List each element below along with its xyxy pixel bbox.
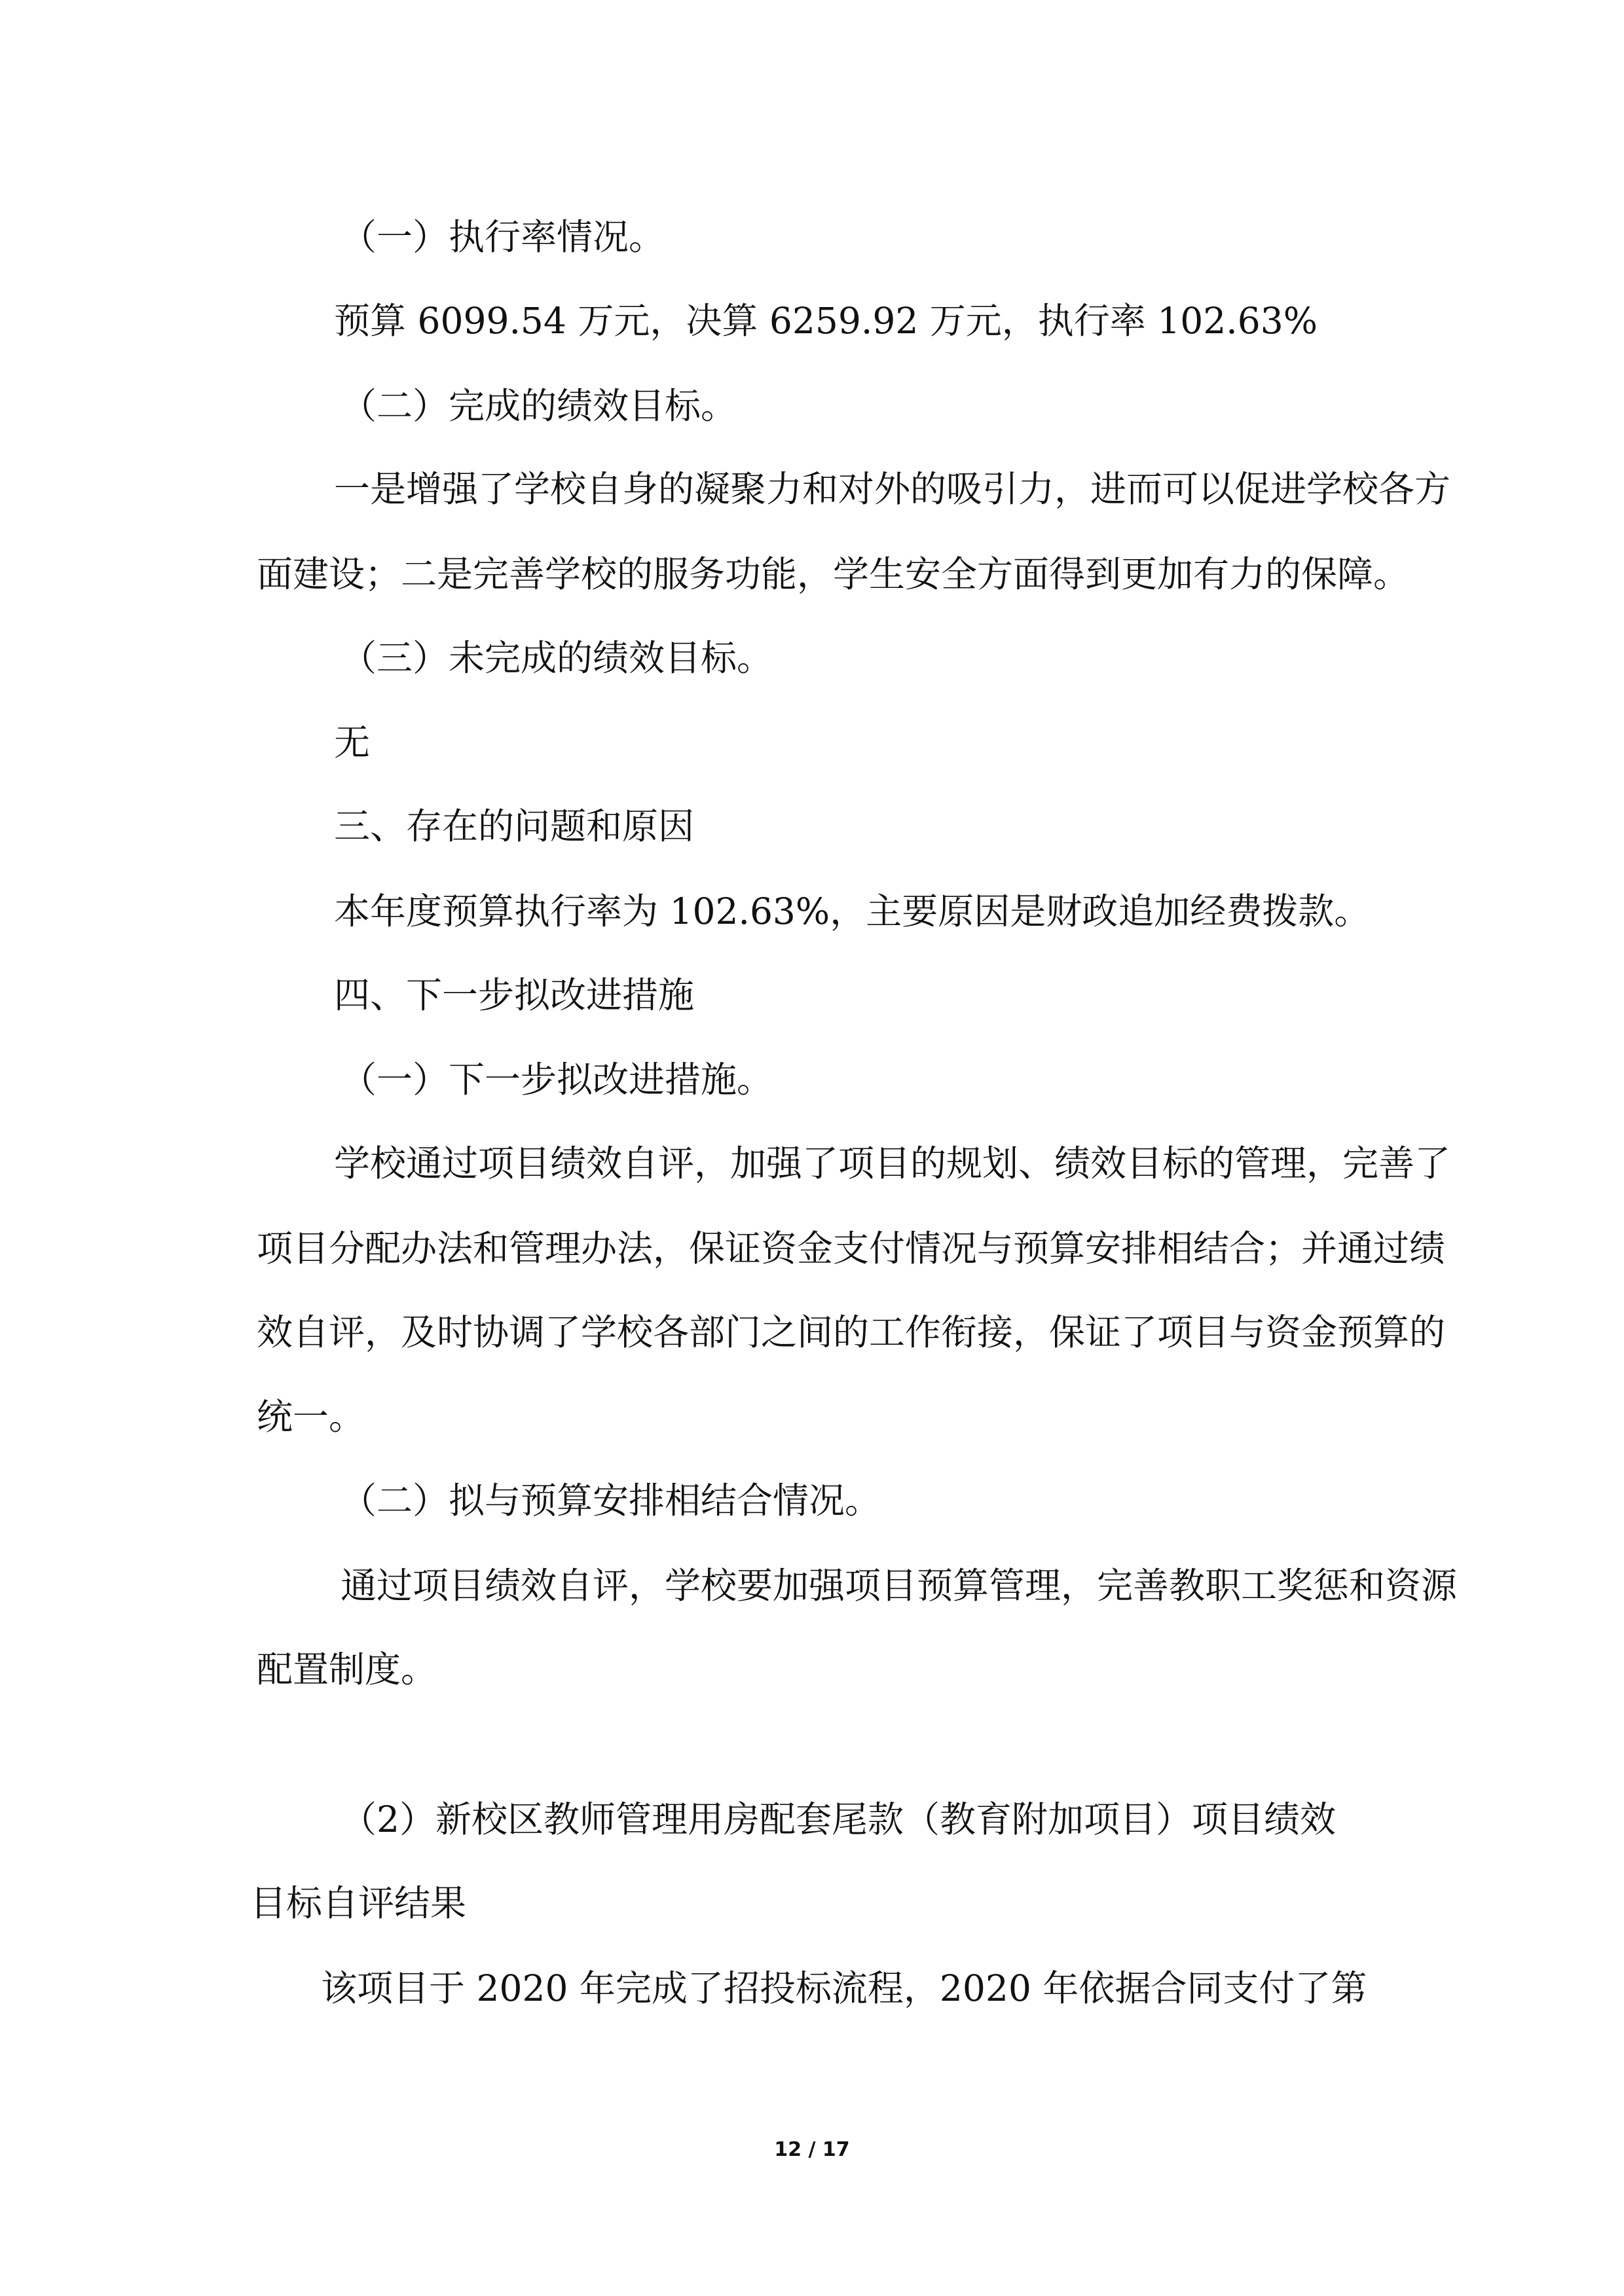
project-heading-line1: （2）新校区教师管理用房配套尾款（教育附加项目）项目绩效 xyxy=(341,1798,1336,1840)
heading-next-steps: （一）下一步拟改进措施。 xyxy=(341,1059,773,1101)
paragraph-none: 无 xyxy=(334,721,371,763)
section-heading-problems: 三、存在的问题和原因 xyxy=(334,805,695,847)
paragraph-next-steps-line2: 项目分配办法和管理办法，保证资金支付情况与预算安排相结合；并通过绩 xyxy=(257,1228,1446,1269)
heading-budget-combination: （二）拟与预算安排相结合情况。 xyxy=(341,1480,881,1522)
heading-uncompleted-targets: （三）未完成的绩效目标。 xyxy=(341,637,773,679)
paragraph-next-steps-line3: 效自评，及时协调了学校各部门之间的工作衔接，保证了项目与资金预算的 xyxy=(257,1311,1446,1353)
section-heading-improvements: 四、下一步拟改进措施 xyxy=(334,974,695,1016)
paragraph-problems: 本年度预算执行率为 102.63%，主要原因是财政追加经费拨款。 xyxy=(334,890,1371,932)
project-heading-line2: 目标自评结果 xyxy=(250,1882,467,1924)
paragraph-budget-combination-line1: 通过项目绩效自评，学校要加强项目预算管理，完善教职工奖惩和资源 xyxy=(341,1565,1458,1607)
paragraph-budget-figures: 预算 6099.54 万元，决算 6259.92 万元，执行率 102.63% xyxy=(334,300,1318,342)
paragraph-next-steps-line1: 学校通过项目绩效自评，加强了项目的规划、绩效目标的管理，完善了 xyxy=(334,1142,1451,1184)
paragraph-completed-targets-line1: 一是增强了学校自身的凝聚力和对外的吸引力，进而可以促进学校各方 xyxy=(334,468,1451,510)
heading-execution-rate: （一）执行率情况。 xyxy=(341,216,665,258)
paragraph-budget-combination-line2: 配置制度。 xyxy=(257,1649,437,1690)
paragraph-completed-targets-line2: 面建设；二是完善学校的服务功能，学生安全方面得到更加有力的保障。 xyxy=(257,553,1410,595)
paragraph-project-intro: 该项目于 2020 年完成了招投标流程，2020 年依据合同支付了第 xyxy=(321,1967,1367,2009)
paragraph-next-steps-line4: 统一。 xyxy=(257,1396,365,1438)
heading-completed-targets: （二）完成的绩效目标。 xyxy=(341,385,737,427)
page-number: 12 / 17 xyxy=(774,2138,850,2161)
